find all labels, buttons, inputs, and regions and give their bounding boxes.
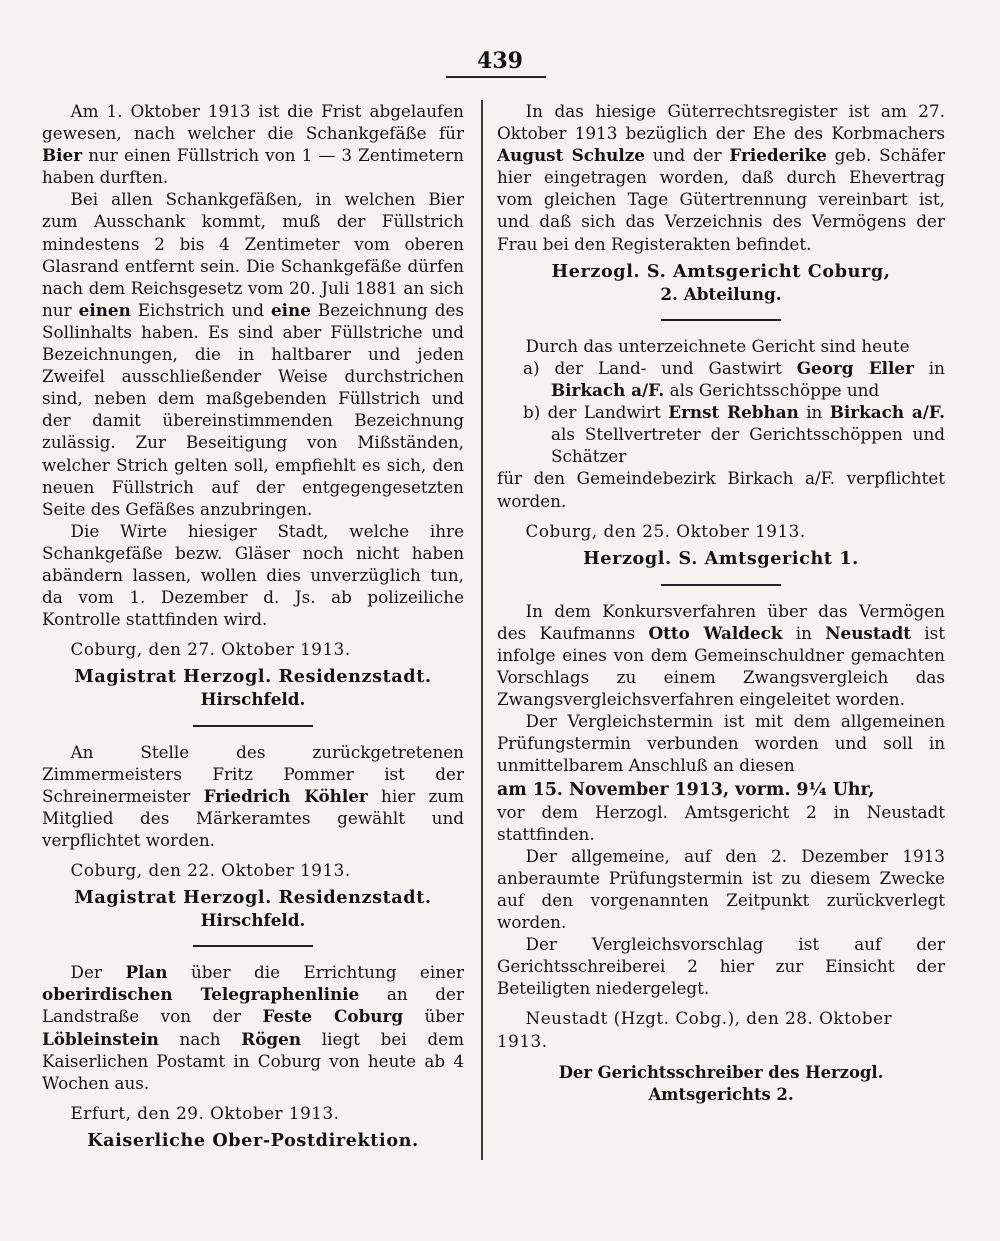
notice-court-jurors xyxy=(497,335,945,570)
emphasis: August Schulze xyxy=(497,145,645,166)
text: über xyxy=(403,1006,464,1027)
paragraph: Der allgemeine, auf den 2. Dezember 1913 anberaumte Prüfungstermin ist zu diesem Zwecke auf den vorgenannten Zeitpunkt zurückverlegt worden. xyxy=(497,845,945,933)
emphasis: Birkach a/F. xyxy=(829,402,945,423)
paragraph: Durch das unterzeichnete Gericht sind heute xyxy=(525,335,910,356)
paragraph: Die Wirte hiesiger Stadt, welche ihre Schankgefäße bezw. Gläser noch nicht haben abändern lassen, wollen dies unverzüglich tun, da vom 1. Dezember d. Js. ab polizeiliche Kontrolle stattfinden wird. xyxy=(42,520,464,630)
paragraph xyxy=(42,100,464,188)
list-item-b xyxy=(497,401,945,467)
emphasis: Friedrich Köhler xyxy=(203,785,368,806)
authority-signature: Herzogl. S. Amtsgericht 1. xyxy=(583,547,859,569)
text: In dem Konkursverfahren über das Vermögen des Kaufmanns xyxy=(497,600,945,643)
right-column xyxy=(497,100,945,1106)
signatory-name: Hirschfeld. xyxy=(200,910,306,931)
authority-signature: Der Gerichtsschreiber des Herzogl. Amtsgerichts 2. xyxy=(558,1062,884,1104)
text: Bezeichnung des Sollinhalts haben. Es sind aber Füllstriche und Bezeichnungen, die in haltbarer und jeden Zweifel ausschließender Weise durchstrichen sind, neben dem maßgebenden Füllstrich und der damit übereinstimmenden Bezeichnung zulässig. Zur Beseitigung von Mißständen, welcher Strich gelten soll, empfiehlt es sich, den neuen Füllstrich auf der entgegengesetzten Seite des Gefäßes anzubringen. xyxy=(42,299,464,519)
separator-rule xyxy=(193,945,313,947)
text: a) der Land- und Gastwirt xyxy=(523,357,797,378)
text: hier zum Mitglied des Märkeramtes gewählt und verpflichtet worden. xyxy=(42,785,465,850)
notice-property-register xyxy=(497,100,945,305)
separator-rule xyxy=(661,319,781,321)
emphasis: oberirdischen Telegraphenlinie xyxy=(42,984,360,1005)
paragraph xyxy=(497,600,945,710)
date-line: Coburg, den 25. Oktober 1913. xyxy=(525,520,806,541)
paragraph xyxy=(42,188,464,519)
authority-signature: Herzogl. S. Amtsgericht Coburg, xyxy=(551,260,891,282)
paragraph xyxy=(497,100,945,255)
text: und der xyxy=(644,145,730,166)
text: in xyxy=(913,357,945,378)
paragraph: Der Vergleichstermin ist mit dem allgemeinen Prüfungstermin verbunden worden und soll in unmittelbarem Anschluß an diesen xyxy=(497,711,945,776)
date-line: Coburg, den 22. Oktober 1913. xyxy=(70,860,351,880)
emphasis: Otto Waldeck xyxy=(648,622,783,643)
notice-market-office xyxy=(42,741,464,932)
left-column xyxy=(42,100,464,1152)
paragraph: vor dem Herzogl. Amtsgericht 2 in Neustadt stattfinden. xyxy=(497,801,945,844)
emphasis: Plan xyxy=(125,962,168,983)
emphasis: einen xyxy=(78,299,131,320)
paragraph xyxy=(42,961,464,1094)
signatory-name: Hirschfeld. xyxy=(200,689,306,710)
text: Am 1. Oktober 1913 ist die Frist abgelaufen gewesen, nach welcher die Schankgefäße für xyxy=(42,101,464,144)
text: als Gerichtsschöppe und xyxy=(664,380,880,401)
notice-beer-glasses xyxy=(42,100,464,711)
separator-rule xyxy=(661,584,781,586)
text: über die Errichtung einer xyxy=(167,962,464,983)
text: an der Landstraße von der xyxy=(42,984,464,1027)
emphasis: Georg Eller xyxy=(796,357,914,378)
text: In das hiesige Güterrechtsregister ist am 27. Oktober 1913 bezüglich der Ehe des Korbmachers xyxy=(497,101,945,144)
emphasis: Friederike xyxy=(729,145,827,166)
paragraph xyxy=(42,741,464,851)
text: in xyxy=(798,402,830,423)
emphasis: Feste Coburg xyxy=(262,1006,404,1027)
date-line: Erfurt, den 29. Oktober 1913. xyxy=(70,1102,340,1123)
hearing-date: am 15. November 1913, vorm. 9¼ Uhr, xyxy=(497,779,875,800)
text: b) der Landwirt xyxy=(523,402,669,423)
text: An Stelle des zurückgetretenen Zimmermeisters Fritz Pommer ist der Schreinermeister xyxy=(42,741,464,806)
paragraph: Der Vergleichsvorschlag ist auf der Gerichtsschreiberei 2 hier zur Einsicht der Beteiligten niedergelegt. xyxy=(497,934,945,999)
page-number: 439 xyxy=(477,48,523,74)
emphasis: Rögen xyxy=(241,1028,302,1049)
notice-telegraph-line xyxy=(42,961,464,1152)
emphasis: Bier xyxy=(42,145,83,166)
authority-signature: Magistrat Herzogl. Residenzstadt. xyxy=(74,666,432,688)
notice-bankruptcy xyxy=(497,600,945,1106)
text: Bei allen Schankgefäßen, in welchen Bier zum Ausschank kommt, muß der Füllstrich mindestens 2 bis 4 Zentimeter vom oberen Glasrand entfernt sein. Die Schankgefäße dürfen nach dem Reichsgesetz vom 20. Juli 1881 an sich nur xyxy=(42,189,464,320)
text: als Stellvertreter der Gerichtsschöppen und Schätzer xyxy=(551,424,945,467)
text: nur einen Füllstrich von 1 — 3 Zentimetern haben durften. xyxy=(42,145,464,188)
text: liegt bei dem Kaiserlichen Postamt in Coburg von heute ab 4 Wochen aus. xyxy=(42,1028,464,1093)
text: nach xyxy=(158,1028,242,1049)
date-line: Neustadt (Hzgt. Cobg.), den 28. Oktober 1913. xyxy=(497,1008,893,1051)
authority-division: 2. Abteilung. xyxy=(660,283,782,304)
paragraph: für den Gemeindebezirk Birkach a/F. verpflichtet worden. xyxy=(497,468,945,511)
emphasis: Löbleinstein xyxy=(42,1028,159,1049)
authority-signature: Magistrat Herzogl. Residenzstadt. xyxy=(74,887,432,909)
text: ist infolge eines von dem Gemeinschuldner gemachten Vorschlags zu einem Zwangsvergleich das Zwangsvergleichsverfahren eingeleitet worden. xyxy=(497,622,945,710)
list-item-a xyxy=(497,357,945,401)
emphasis: Ernst Rebhan xyxy=(668,402,799,423)
authority-signature: Kaiserliche Ober-Postdirektion. xyxy=(87,1129,419,1151)
page-number-rule xyxy=(446,76,546,78)
emphasis: eine xyxy=(270,299,311,320)
text: Der xyxy=(70,962,126,983)
text: in xyxy=(782,622,826,643)
text: geb. Schäfer hier eingetragen worden, daß durch Ehevertrag vom gleichen Tage Gütertrennung vereinbart ist, und daß sich das Verzeichnis des Vermögens der Frau bei den Registerakten befindet. xyxy=(497,145,945,254)
emphasis: Birkach a/F. xyxy=(551,380,665,401)
emphasis: Neustadt xyxy=(825,622,911,643)
text: Eichstrich und xyxy=(130,299,271,320)
separator-rule xyxy=(193,725,313,727)
date-line: Coburg, den 27. Oktober 1913. xyxy=(70,639,351,660)
column-divider xyxy=(481,100,483,1160)
